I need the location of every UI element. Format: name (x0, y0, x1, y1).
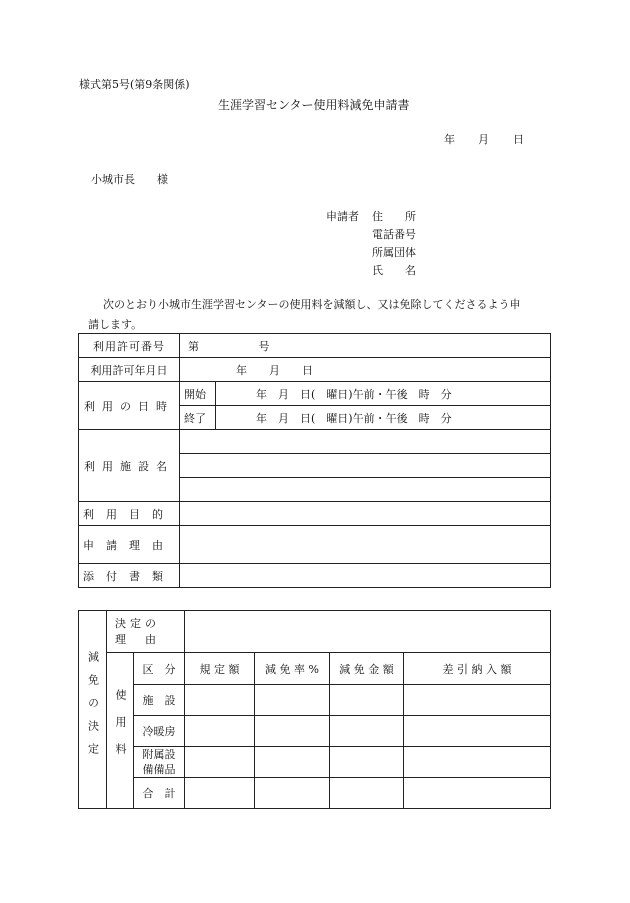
attachments-label: 添付書類 (79, 564, 180, 588)
cell[interactable] (185, 778, 255, 809)
applicant-address-label: 住 所 (372, 210, 416, 223)
cell[interactable] (330, 716, 404, 747)
applicant-phone-label: 電話番号 (372, 228, 416, 241)
table-row (79, 611, 551, 653)
cell[interactable] (404, 747, 551, 778)
cell[interactable] (404, 716, 551, 747)
header-reduction-rate: 減 免 率 % (255, 653, 330, 685)
use-datetime-label: 利用の日時 (79, 382, 180, 430)
table-row (79, 526, 551, 564)
applicant-name-label: 氏 名 (372, 264, 416, 277)
header-standard-amount: 規 定 額 (185, 653, 255, 685)
row-label-total: 合 計 (134, 778, 185, 809)
cell[interactable] (330, 747, 404, 778)
form-number: 様式第5号(第9条関係) (79, 78, 190, 91)
end-datetime-cell[interactable] (216, 406, 551, 430)
table-row (79, 430, 551, 454)
cell[interactable] (255, 716, 330, 747)
facility-label: 利用施設名 (79, 430, 180, 502)
applicant-label: 申請者 (326, 210, 359, 223)
row-label-hvac: 冷暖房 (134, 716, 185, 747)
decision-reason-label: 決定の 理 由 (107, 611, 185, 653)
facility-cell-3[interactable] (180, 478, 551, 502)
header-reduction-amount: 減 免 金 額 (330, 653, 404, 685)
table-row (79, 653, 551, 685)
permit-number-prefix: 第 (188, 339, 199, 353)
permit-number-suffix: 号 (258, 339, 270, 353)
body-text-line-2: 請します。 (88, 318, 143, 331)
cell[interactable] (185, 685, 255, 716)
permit-number-cell[interactable] (180, 334, 551, 358)
permit-number-label: 利用許可番号 (79, 334, 180, 358)
cell[interactable] (404, 778, 551, 809)
facility-cell-2[interactable] (180, 454, 551, 478)
end-datetime-value: 年 月 日( 曜日)午前・午後 時 分 (256, 411, 452, 425)
permit-date-cell[interactable] (180, 358, 551, 382)
row-label-equipment: 附属設備備品 (134, 747, 185, 778)
end-label: 終了 (180, 406, 216, 430)
purpose-cell[interactable] (180, 502, 551, 526)
cell[interactable] (185, 747, 255, 778)
date-day: 日 (513, 133, 524, 146)
start-datetime-cell[interactable] (216, 382, 551, 406)
table-row (79, 358, 551, 382)
table-row (79, 716, 551, 747)
decision-table (78, 610, 551, 809)
reason-label: 申請理由 (79, 526, 180, 564)
table-row (79, 747, 551, 778)
table-row (79, 502, 551, 526)
cell[interactable] (404, 685, 551, 716)
cell[interactable] (330, 685, 404, 716)
body-text-line-1: 次のとおり小城市生涯学習センターの使用料を減額し、又は免除してくださるよう申 (103, 298, 521, 311)
header-net-payment: 差 引 納 入 額 (404, 653, 551, 685)
row-label-facility: 施 設 (134, 685, 185, 716)
facility-cell-1[interactable] (180, 430, 551, 454)
page-title: 生涯学習センター使用料減免申請書 (218, 98, 410, 112)
table-row (79, 564, 551, 588)
usage-fee-label: 使用料 (107, 653, 134, 809)
applicant-group-label: 所属団体 (372, 246, 416, 259)
cell[interactable] (330, 778, 404, 809)
table-row (79, 685, 551, 716)
table-row (79, 778, 551, 809)
start-label: 開始 (180, 382, 216, 406)
cell[interactable] (255, 778, 330, 809)
purpose-label: 利用目的 (79, 502, 180, 526)
decision-reason-cell[interactable] (185, 611, 551, 653)
date-year: 年 (444, 133, 455, 146)
date-month: 月 (478, 133, 489, 146)
table-row (79, 334, 551, 358)
table-row (79, 382, 551, 406)
application-table (78, 333, 551, 588)
permit-date-label: 利用許可年月日 (79, 358, 180, 382)
cell[interactable] (185, 716, 255, 747)
attachments-cell[interactable] (180, 564, 551, 588)
cell[interactable] (255, 747, 330, 778)
addressee: 小城市長 様 (91, 173, 168, 186)
cell[interactable] (255, 685, 330, 716)
permit-date-value: 年 月 日 (236, 363, 313, 377)
start-datetime-value: 年 月 日( 曜日)午前・午後 時 分 (256, 387, 452, 401)
reason-cell[interactable] (180, 526, 551, 564)
decision-side-label: 減免の決定 (79, 611, 107, 809)
header-category: 区 分 (134, 653, 185, 685)
